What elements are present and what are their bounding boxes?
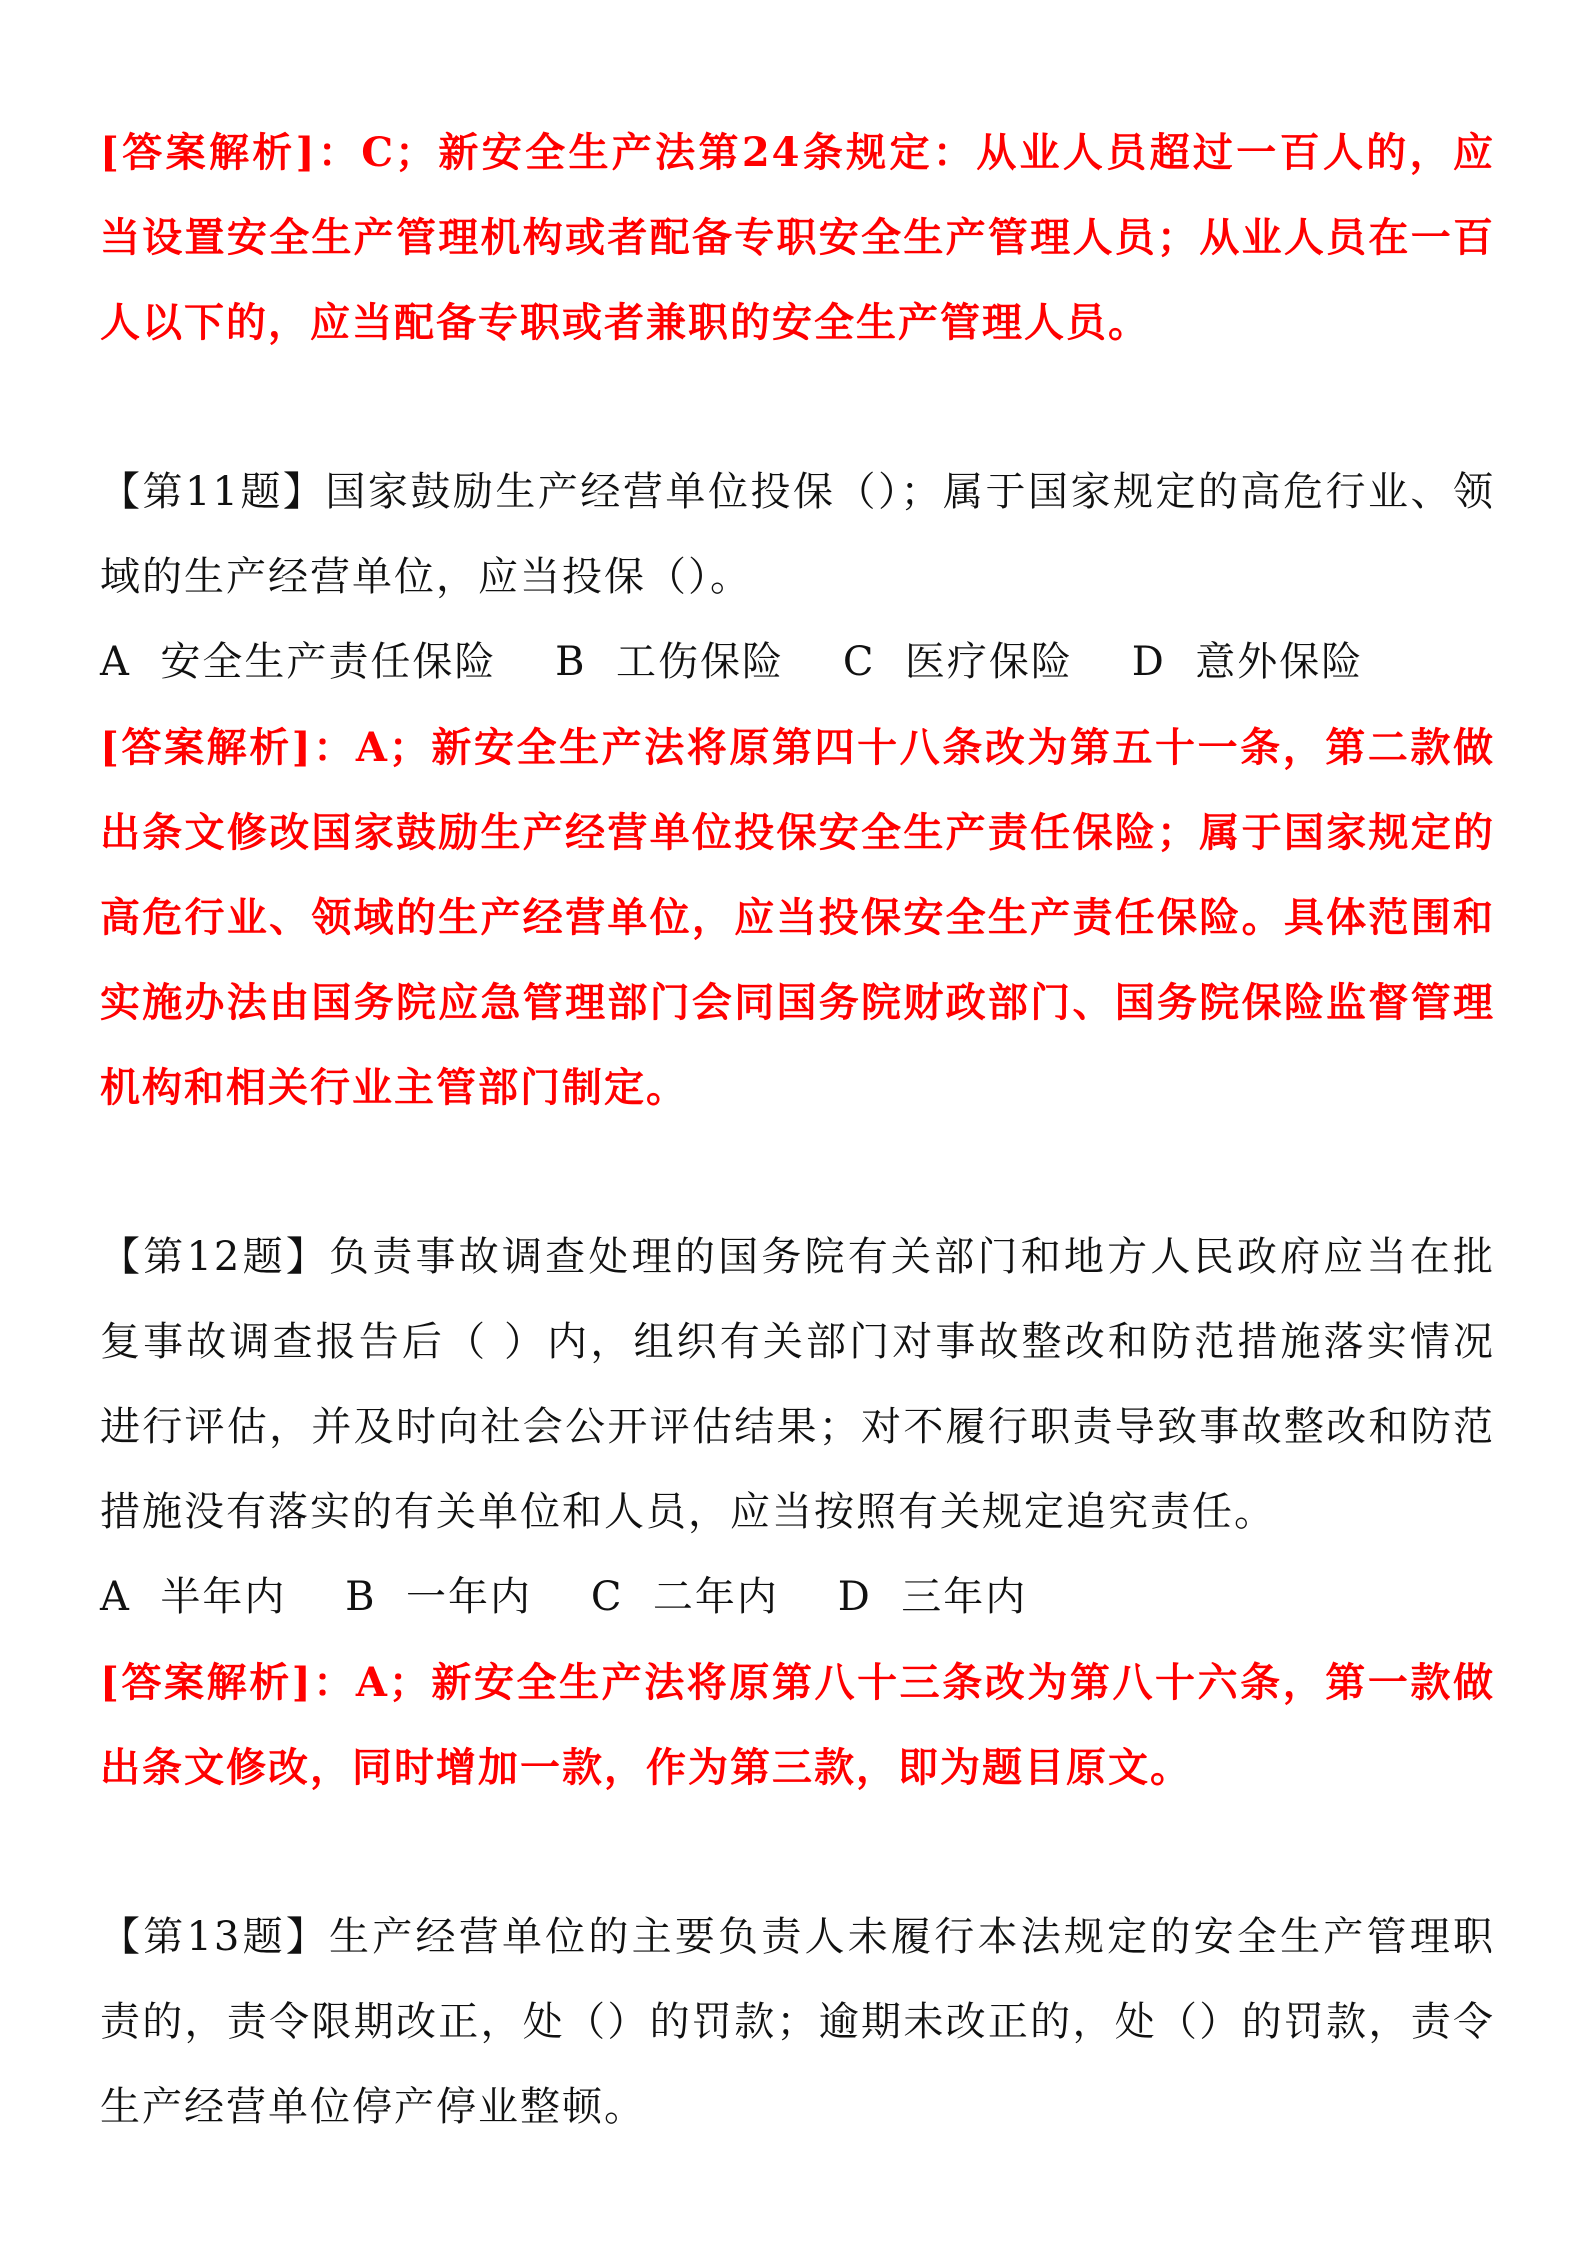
- options-q12: A 半年内 B 一年内 C 二年内 D 三年内: [100, 1574, 1028, 1620]
- answer-explanation-q10: [答案解析]：C；新安全生产法第24条规定：从业人员超过一百人的，应当设置安全生产管理机构或者配备专职安全生产管理人员；从业人员在一百人以下的，应当配备专职或者兼职的安全生产管理人员。: [100, 129, 1495, 346]
- paragraph-spacer: [100, 1130, 1495, 1215]
- answer-explanation-q12: [答案解析]：A；新安全生产法将原第八十三条改为第八十六条，第一款做出条文修改，同时增加一款，作为第三款，即为题目原文。: [100, 1659, 1495, 1791]
- paragraph-spacer: [100, 365, 1495, 450]
- question-11: 【第11题】国家鼓励生产经营单位投保（）；属于国家规定的高危行业、领域的生产经营单位，应当投保（）。: [100, 469, 1495, 600]
- answer-explanation-q11: [答案解析]：A；新安全生产法将原第四十八条改为第五十一条，第二款做出条文修改国家鼓励生产经营单位投保安全生产责任保险；属于国家规定的高危行业、领域的生产经营单位，应当投保安全生产责任保险。具体范围和实施办法由国务院应急管理部门会同国务院财政部门、国务院保险监督管理机构和相关行业主管部门制定。: [100, 724, 1495, 1111]
- document-page: [100, 110, 1495, 2150]
- paragraph-spacer: [100, 1810, 1495, 1895]
- options-q11: A 安全生产责任保险 B 工伤保险 C 医疗保险 D 意外保险: [100, 639, 1364, 685]
- question-12: 【第12题】负责事故调查处理的国务院有关部门和地方人民政府应当在批复事故调查报告后（ ）内，组织有关部门对事故整改和防范措施落实情况进行评估，并及时向社会公开评估结果；对不履行职责导致事故整改和防范措施没有落实的有关单位和人员，应当按照有关规定追究责任。: [100, 1234, 1495, 1535]
- question-13: 【第13题】生产经营单位的主要负责人未履行本法规定的安全生产管理职责的，责令限期改正，处（）的罚款；逾期未改正的，处（）的罚款，责令生产经营单位停产停业整顿。: [100, 1914, 1495, 2130]
